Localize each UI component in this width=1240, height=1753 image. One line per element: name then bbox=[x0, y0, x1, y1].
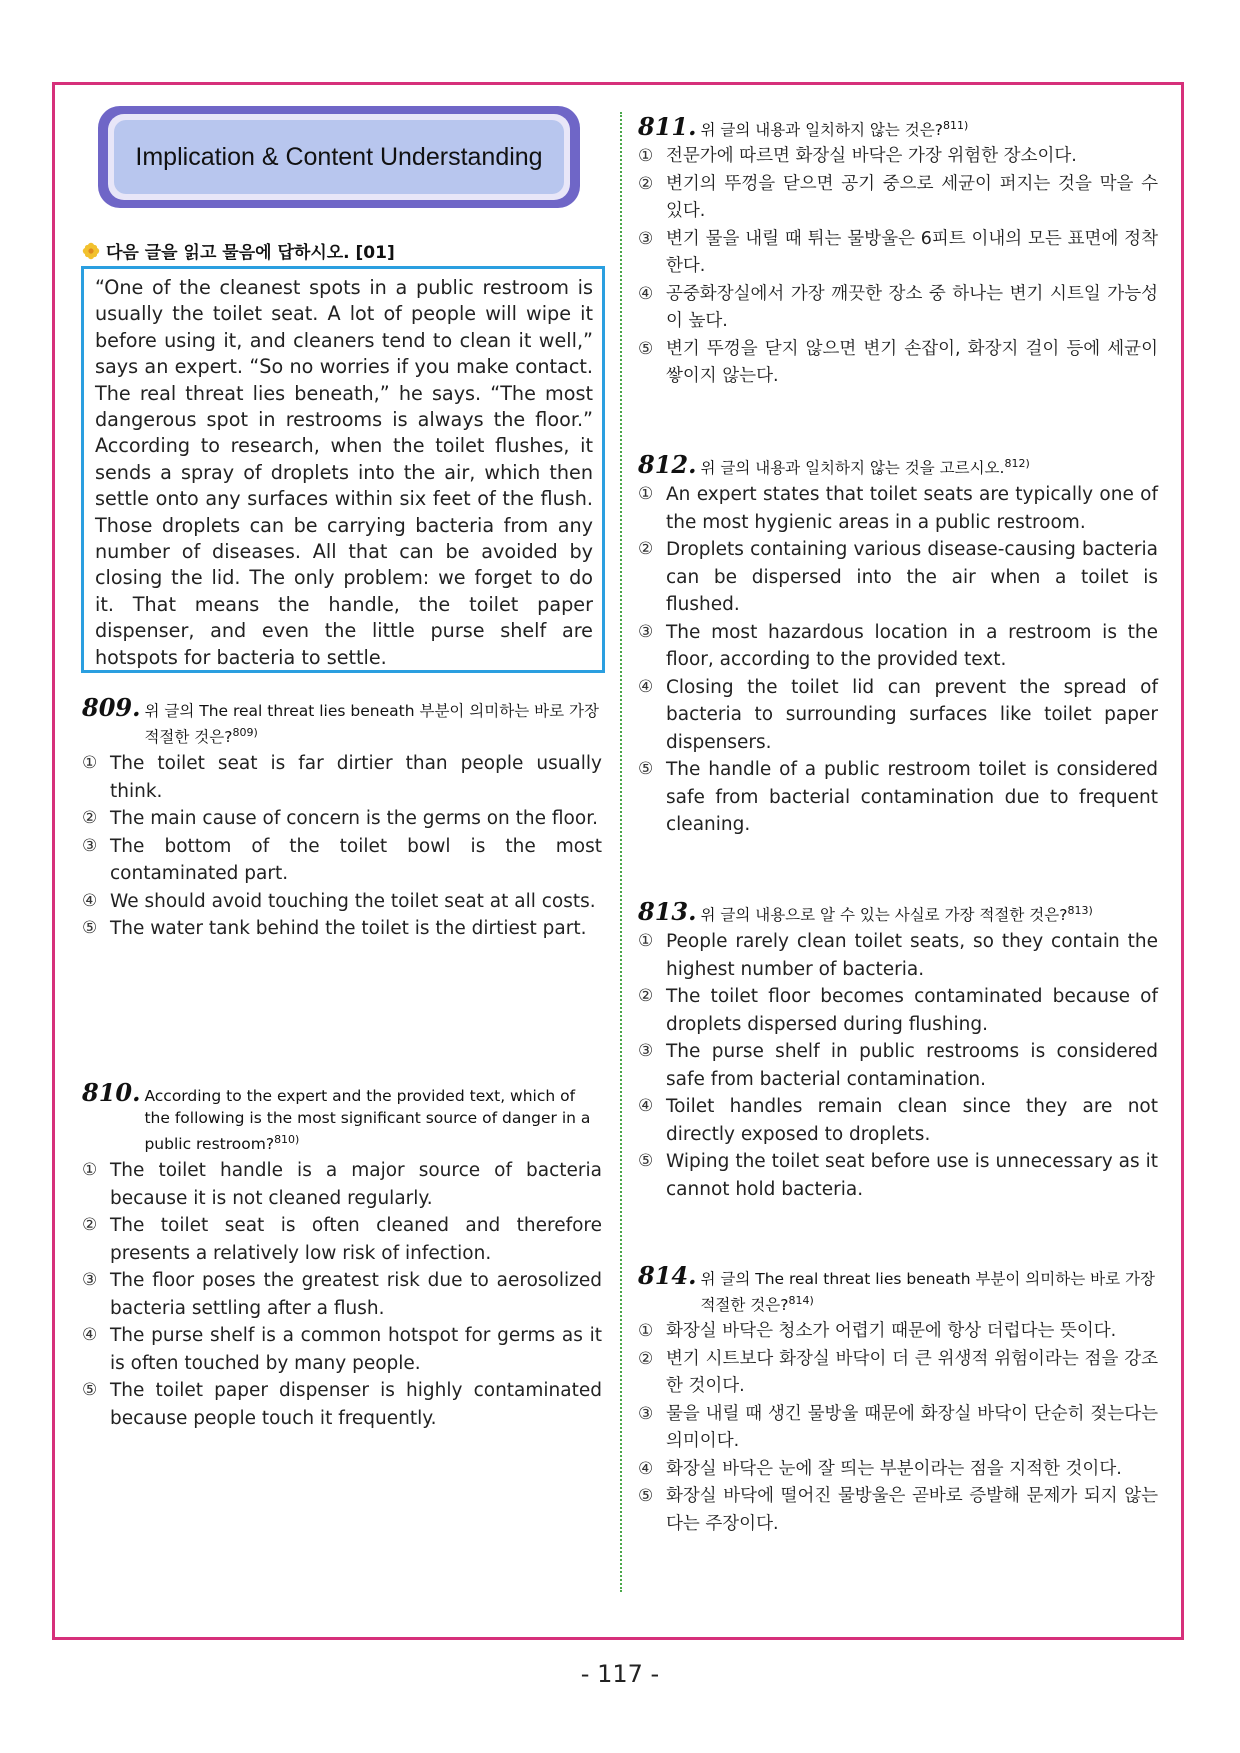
question-813 bbox=[638, 897, 1158, 1203]
option-3[interactable]: ③ The most hazardous location in a restroom is the floor, according to the provided text. bbox=[638, 621, 1158, 670]
option-list bbox=[638, 1318, 1158, 1538]
directions-text: 다음 글을 읽고 물음에 답하시오. [01] bbox=[106, 243, 395, 263]
option-4[interactable]: ④ 공중화장실에서 가장 깨끗한 장소 중 하나는 변기 시트일 가능성이 높다. bbox=[638, 283, 1158, 331]
question-number: 813. bbox=[638, 897, 697, 926]
option-5[interactable]: ⑤ The handle of a public restroom toilet is considered safe from bacterial contamination due to frequent cleaning. bbox=[638, 759, 1158, 835]
flower-icon bbox=[82, 242, 100, 260]
question-810 bbox=[82, 1078, 602, 1432]
question-prompt: 위 글의 내용과 일치하지 않는 것은?$^{811)}$ bbox=[700, 118, 969, 139]
option-5[interactable]: ⑤ The water tank behind the toilet is the dirtiest part. bbox=[82, 918, 587, 940]
option-3[interactable]: ③ The bottom of the toilet bowl is the most contaminated part. bbox=[82, 835, 602, 885]
option-1[interactable]: ① 전문가에 따르면 화장실 바닥은 가장 위험한 장소이다. bbox=[638, 146, 1077, 166]
option-3[interactable]: ③ The floor poses the greatest risk due to aerosolized bacteria settling after a flush. bbox=[82, 1270, 602, 1319]
option-2[interactable]: ② The toilet floor becomes contaminated because of droplets dispersed during flushing. bbox=[638, 986, 1158, 1035]
option-4[interactable]: ④ Toilet handles remain clean since they are not directly exposed to droplets. bbox=[638, 1096, 1158, 1145]
option-4[interactable]: ④ Closing the toilet lid can prevent the spread of bacteria to surrounding surfaces like toilet paper dispensers. bbox=[638, 676, 1158, 753]
question-number: 812. bbox=[638, 450, 697, 479]
option-2[interactable]: ② The toilet seat is often cleaned and therefore presents a relatively low risk of infection. bbox=[82, 1215, 602, 1264]
section-badge bbox=[98, 106, 580, 208]
question-number: 809. bbox=[82, 693, 141, 722]
question-811 bbox=[638, 112, 1158, 391]
option-1[interactable]: ① The toilet handle is a major source of bacteria because it is not cleaned regularly. bbox=[82, 1160, 602, 1209]
option-list bbox=[638, 928, 1158, 1203]
option-2[interactable]: ② The main cause of concern is the germs on the floor. bbox=[82, 808, 598, 830]
option-1[interactable]: ① People rarely clean toilet seats, so they contain the highest number of bacteria. bbox=[638, 931, 1158, 980]
option-4[interactable]: ④ The purse shelf is a common hotspot for germs as it is often touched by many people. bbox=[82, 1325, 602, 1374]
question-814 bbox=[638, 1261, 1158, 1538]
reading-passage bbox=[81, 266, 605, 673]
option-4[interactable]: ④ 화장실 바닥은 눈에 잘 띄는 부분이라는 점을 지적한 것이다. bbox=[638, 1458, 1122, 1479]
question-prompt: 위 글의 내용과 일치하지 않는 것을 고르시오.$^{812)}$ bbox=[700, 456, 1030, 477]
section-title: Implication & Content Understanding bbox=[135, 142, 543, 171]
question-809 bbox=[82, 693, 602, 943]
option-4[interactable]: ④ We should avoid touching the toilet seat at all costs. bbox=[82, 890, 596, 912]
option-3[interactable]: ③ 물을 내릴 때 생긴 물방울 때문에 화장실 바닥이 단순히 젖는다는 의미이다. bbox=[638, 1403, 1158, 1452]
question-prompt: 위 글의 The real threat lies beneath 부분이 의미하는 바로 가장 적절한 것은?$^{814)}$ bbox=[700, 1270, 1155, 1315]
question-number: 810. bbox=[82, 1078, 141, 1107]
question-number: 814. bbox=[638, 1261, 697, 1290]
option-list bbox=[82, 750, 602, 943]
option-list bbox=[638, 143, 1158, 391]
question-prompt: 위 글의 The real threat lies beneath 부분이 의미하는 바로 가장 적절한 것은?$^{809)}$ bbox=[144, 702, 599, 747]
option-2[interactable]: ② 변기의 뚜껑을 닫으면 공기 중으로 세균이 퍼지는 것을 막을 수 있다. bbox=[638, 173, 1158, 221]
option-5[interactable]: ⑤ The toilet paper dispenser is highly contaminated because people touch it frequently. bbox=[82, 1380, 602, 1429]
question-prompt: 위 글의 내용으로 알 수 있는 사실로 가장 적절한 것은?$^{813)}$ bbox=[700, 903, 1093, 924]
option-5[interactable]: ⑤ Wiping the toilet seat before use is unnecessary as it cannot hold bacteria. bbox=[638, 1151, 1158, 1200]
option-5[interactable]: ⑤ 화장실 바닥에 떨어진 물방울은 곧바로 증발해 문제가 되지 않는다는 주장이다. bbox=[638, 1486, 1158, 1534]
option-1[interactable]: ① An expert states that toilet seats are typically one of the most hygienic areas in a public restroom. bbox=[638, 484, 1158, 533]
question-812 bbox=[638, 450, 1158, 839]
option-5[interactable]: ⑤ 변기 뚜껑을 닫지 않으면 변기 손잡이, 화장지 걸이 등에 세균이 쌓이지 않는다. bbox=[638, 338, 1158, 386]
question-number: 811. bbox=[638, 112, 697, 141]
column-divider bbox=[620, 112, 622, 1592]
page-number: - 117 - bbox=[580, 1660, 660, 1688]
option-1[interactable]: ① 화장실 바닥은 청소가 어렵기 때문에 항상 더럽다는 뜻이다. bbox=[638, 1321, 1117, 1342]
passage-text: “One of the cleanest spots in a public restroom is usually the toilet seat. A lot of people will wipe it before using it, and cleaners tend to clean it well,” says an expert. “So no worries if you make contact. The real threat lies beneath,” he says. “The most dangerous spot in restrooms is always the floor.” According to research, when the toilet flushes, it sends a spray of droplets into the air, which then settle onto any surfaces within six feet of the flush. Those droplets can be carrying bacteria from any number of diseases. All that can be avoided by closing the lid. The only problem: we forget to do it. That means the handle, the toilet paper dispenser, and even the little purse shelf are hotspots for bacteria to settle. bbox=[95, 276, 593, 669]
option-1[interactable]: ① The toilet seat is far dirtier than people usually think. bbox=[82, 753, 602, 802]
option-2[interactable]: ② Droplets containing various disease-causing bacteria can be dispersed into the air when a toilet is flushed. bbox=[638, 539, 1158, 615]
option-3[interactable]: ③ The purse shelf in public restrooms is considered safe from bacterial contamination. bbox=[638, 1041, 1158, 1090]
question-prompt: According to the expert and the provided text, which of the following is the most significant source of danger in a public restroom?$^{810)}$ bbox=[144, 1087, 591, 1154]
directions bbox=[82, 238, 395, 263]
option-2[interactable]: ② 변기 시트보다 화장실 바닥이 더 큰 위생적 위험이라는 점을 강조한 것이다. bbox=[638, 1348, 1158, 1397]
option-list bbox=[82, 1157, 602, 1432]
option-3[interactable]: ③ 변기 물을 내릴 때 튀는 물방울은 6피트 이내의 모든 표면에 정착한다. bbox=[638, 228, 1158, 276]
option-list bbox=[638, 481, 1158, 839]
